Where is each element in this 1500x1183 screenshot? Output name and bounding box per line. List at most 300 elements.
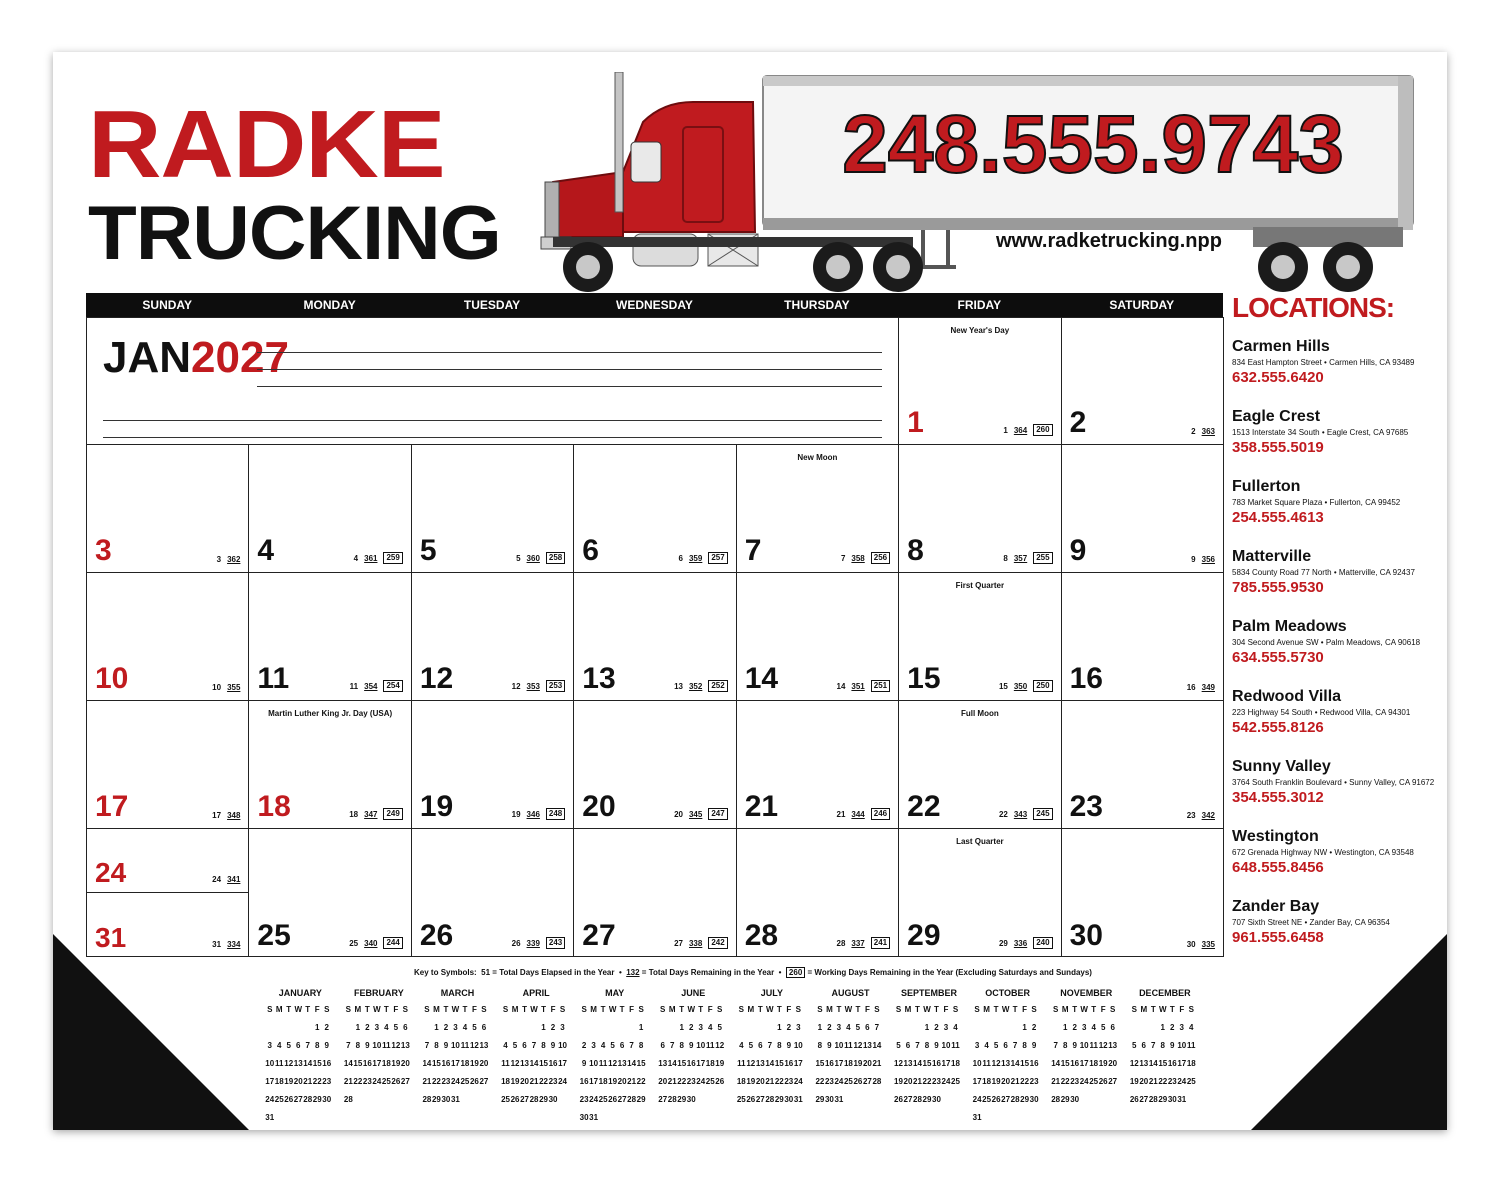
mini-day: 22 xyxy=(636,1076,646,1086)
mini-day: 11 xyxy=(982,1058,991,1068)
working-days-remaining: 245 xyxy=(1033,808,1052,820)
mini-day: 6 xyxy=(296,1040,301,1050)
day-cell[interactable] xyxy=(87,700,249,828)
mini-calendar xyxy=(1126,986,1205,1126)
location-address: 3764 South Franklin Boulevard • Sunny Valley, CA 91672 xyxy=(1232,778,1435,787)
mini-week-row xyxy=(1126,1018,1205,1036)
day-cell[interactable] xyxy=(249,828,411,957)
location-phone: 961.555.6458 xyxy=(1232,929,1324,946)
mini-day: 21 xyxy=(1010,1076,1020,1086)
working-days-remaining: 254 xyxy=(383,680,402,692)
mini-day: 17 xyxy=(793,1058,803,1068)
day-cell[interactable] xyxy=(899,828,1061,957)
days-remaining: 341 xyxy=(227,875,241,884)
location-address: 672 Grenada Highway NW • Westington, CA 93548 xyxy=(1232,848,1414,857)
mini-day: 22 xyxy=(774,1076,784,1086)
mini-day: 26 xyxy=(991,1094,1001,1104)
month-name: JAN xyxy=(103,333,192,382)
day-cell[interactable] xyxy=(412,700,574,828)
day-cell[interactable] xyxy=(737,828,899,957)
mini-week-row xyxy=(811,1018,890,1036)
mini-day: 7 xyxy=(874,1022,880,1032)
mini-weekday-letter: S xyxy=(481,1004,487,1014)
mini-day: 12 xyxy=(608,1058,618,1068)
mini-day: 13 xyxy=(617,1058,627,1068)
day-cell[interactable] xyxy=(899,444,1061,572)
mini-weekday-letter: T xyxy=(1150,1004,1156,1014)
day-cell[interactable] xyxy=(87,572,249,700)
day-cell[interactable] xyxy=(737,700,899,828)
mini-weekday-letter: W xyxy=(1159,1004,1167,1014)
calendar-sheet xyxy=(53,52,1447,1130)
mini-day: 22 xyxy=(1020,1076,1030,1086)
day-cell[interactable] xyxy=(1062,444,1224,572)
mini-weekday-letter: S xyxy=(1053,1004,1059,1014)
mini-day: 8 xyxy=(1022,1040,1027,1050)
mini-day: 16 xyxy=(1070,1058,1080,1068)
day-cell[interactable] xyxy=(412,572,574,700)
mini-day: 23 xyxy=(322,1076,332,1086)
mini-weekday-letter: T xyxy=(522,1004,527,1014)
days-remaining: 352 xyxy=(688,681,703,691)
mini-week-row xyxy=(890,1018,969,1036)
location-name: Carmen Hills xyxy=(1232,338,1330,355)
mini-day: 14 xyxy=(1051,1058,1061,1068)
day-cell[interactable] xyxy=(412,444,574,572)
mini-week-row xyxy=(340,1018,419,1036)
mini-weekday-letter: M xyxy=(747,1004,755,1014)
mini-day: 27 xyxy=(903,1094,913,1104)
mini-day: 6 xyxy=(619,1040,625,1050)
day-number: 15 xyxy=(907,662,941,695)
days-elapsed: 29 xyxy=(998,938,1008,948)
mini-week-row xyxy=(418,1018,497,1036)
mini-day: 6 xyxy=(1141,1040,1146,1050)
mini-day: 4 xyxy=(846,1022,851,1032)
days-remaining: 347 xyxy=(364,809,378,819)
day-event: Martin Luther King Jr. Day (USA) xyxy=(268,709,393,718)
days-remaining: 346 xyxy=(526,809,540,819)
location-item xyxy=(1232,897,1442,967)
mini-weekday-letter: T xyxy=(855,1004,861,1014)
days-remaining: 353 xyxy=(526,681,540,691)
mini-day: 12 xyxy=(510,1058,520,1068)
mini-weekday-letter: T xyxy=(776,1004,782,1014)
phone-number: 248.555.9743 xyxy=(842,99,1344,190)
days-remaining: 335 xyxy=(1201,940,1215,949)
day-cell[interactable] xyxy=(249,572,411,700)
mini-day: 5 xyxy=(610,1040,615,1050)
day-cell[interactable] xyxy=(1062,572,1224,700)
mini-weekday-letter: S xyxy=(795,1004,801,1014)
mini-day: 29 xyxy=(677,1094,687,1104)
mini-day: 26 xyxy=(1129,1094,1139,1104)
mini-weekday-letter: W xyxy=(1001,1004,1010,1014)
month-calendar xyxy=(86,293,1223,957)
location-name: Zander Bay xyxy=(1232,898,1320,915)
mini-day: 22 xyxy=(431,1076,441,1086)
mini-day: 22 xyxy=(1158,1076,1168,1086)
mini-day: 20 xyxy=(755,1076,765,1086)
mini-day: 8 xyxy=(679,1040,684,1050)
mini-week-row xyxy=(575,1090,654,1108)
mini-day: 1 xyxy=(924,1022,930,1032)
days-elapsed: 28 xyxy=(836,938,846,948)
mini-day: 6 xyxy=(481,1022,487,1032)
mini-day: 4 xyxy=(503,1040,508,1050)
day-cell[interactable] xyxy=(574,828,736,957)
mini-day: 7 xyxy=(424,1040,430,1050)
mini-weekday-letter: S xyxy=(424,1004,430,1014)
day-number: 23 xyxy=(1069,790,1103,823)
mini-day: 11 xyxy=(382,1040,391,1050)
weekday-header xyxy=(86,293,1223,317)
location-phone: 648.555.8456 xyxy=(1232,859,1324,876)
mini-day: 4 xyxy=(1189,1022,1194,1032)
mini-month-name: AUGUST xyxy=(831,988,870,998)
mini-week-row xyxy=(733,1072,812,1090)
days-remaining: 334 xyxy=(227,940,241,949)
working-days-remaining: 249 xyxy=(383,808,402,820)
days-elapsed: 2 xyxy=(1191,427,1196,436)
mini-day: 14 xyxy=(422,1058,432,1068)
mini-day: 23 xyxy=(579,1094,589,1104)
mini-day: 8 xyxy=(638,1040,644,1050)
mini-day: 26 xyxy=(391,1076,401,1086)
day-number: 12 xyxy=(419,662,454,695)
days-elapsed: 31 xyxy=(212,940,222,949)
mini-week-row xyxy=(418,1072,497,1090)
day-cell[interactable] xyxy=(249,444,411,572)
mini-day: 9 xyxy=(443,1040,449,1050)
mini-weekday-letter: F xyxy=(314,1004,320,1014)
mini-day: 24 xyxy=(941,1076,951,1086)
mini-day: 2 xyxy=(1031,1022,1037,1032)
mini-day: 15 xyxy=(1020,1058,1030,1068)
mini-day: 22 xyxy=(677,1076,687,1086)
mini-day: 6 xyxy=(522,1040,527,1050)
mini-week-row xyxy=(890,1036,969,1054)
mini-weekday-row xyxy=(261,1000,340,1018)
mini-day: 20 xyxy=(862,1058,872,1068)
day-cell[interactable] xyxy=(1062,828,1224,957)
day-counts xyxy=(212,811,240,820)
mini-day: 2 xyxy=(365,1022,370,1032)
mini-week-row xyxy=(1047,1018,1126,1036)
working-days-remaining: 258 xyxy=(546,552,565,564)
mini-week-row xyxy=(418,1090,497,1108)
mini-week-row xyxy=(497,1036,576,1054)
mini-day: 28 xyxy=(765,1094,775,1104)
mini-weekday-letter: F xyxy=(1022,1004,1028,1014)
mini-weekday-letter: T xyxy=(757,1004,763,1014)
mini-day: 14 xyxy=(872,1040,882,1050)
mini-day: 18 xyxy=(1186,1058,1196,1068)
day-counts xyxy=(674,808,728,820)
mini-day: 13 xyxy=(400,1040,410,1050)
mini-weekday-letter: S xyxy=(1110,1004,1116,1014)
mini-day: 18 xyxy=(843,1058,853,1068)
day-number: 8 xyxy=(907,534,924,567)
mini-day: 24 xyxy=(372,1076,382,1086)
mini-day: 24 xyxy=(696,1076,706,1086)
mini-day: 19 xyxy=(853,1058,863,1068)
mini-week-row xyxy=(340,1090,419,1108)
mini-day: 20 xyxy=(293,1076,303,1086)
days-elapsed: 19 xyxy=(511,809,521,819)
days-elapsed: 21 xyxy=(836,809,846,819)
day-cell[interactable] xyxy=(87,444,249,572)
mini-week-row xyxy=(733,1018,812,1036)
mini-day: 24 xyxy=(972,1094,982,1104)
day-counts xyxy=(349,937,403,949)
days-elapsed: 8 xyxy=(1003,553,1008,563)
mini-day: 18 xyxy=(951,1058,960,1068)
days-elapsed: 27 xyxy=(674,938,683,948)
locations-title: LOCATIONS: xyxy=(1232,292,1395,323)
day-cell[interactable] xyxy=(412,828,574,957)
days-elapsed: 26 xyxy=(511,938,521,948)
mini-weekday-letter: T xyxy=(443,1004,449,1014)
mini-day: 25 xyxy=(705,1076,715,1086)
day-cell[interactable] xyxy=(249,700,411,828)
day-cell[interactable] xyxy=(737,444,899,572)
mini-day: 12 xyxy=(991,1058,1001,1068)
day-counts xyxy=(1187,683,1215,692)
mini-day: 29 xyxy=(312,1094,322,1104)
mini-weekday-letter: F xyxy=(550,1004,556,1014)
mini-day: 15 xyxy=(539,1058,548,1068)
note-lines xyxy=(103,404,882,438)
mini-day: 4 xyxy=(277,1040,282,1050)
mini-day: 26 xyxy=(469,1076,479,1086)
day-cell[interactable] xyxy=(899,317,1061,444)
location-item xyxy=(1232,617,1442,687)
mini-day: 20 xyxy=(617,1076,627,1086)
mini-day: 3 xyxy=(560,1022,565,1032)
key-working-number: 260 xyxy=(786,967,805,978)
mini-day: 27 xyxy=(520,1094,529,1104)
mini-calendar xyxy=(811,986,890,1126)
mini-calendar xyxy=(497,986,576,1126)
days-elapsed: 9 xyxy=(1191,555,1196,564)
mini-day: 13 xyxy=(903,1058,913,1068)
mini-day: 6 xyxy=(905,1040,911,1050)
mini-day: 5 xyxy=(855,1022,861,1032)
mini-day: 10 xyxy=(1177,1040,1187,1050)
working-days-remaining: 244 xyxy=(383,937,402,949)
mini-weekday-letter: S xyxy=(502,1004,509,1014)
days-remaining: 354 xyxy=(364,681,378,691)
day-cell[interactable] xyxy=(574,700,736,828)
brand-name-line2: TRUCKING xyxy=(88,191,501,276)
mini-day: 5 xyxy=(993,1040,999,1050)
day-cell[interactable] xyxy=(899,572,1061,700)
mini-day: 25 xyxy=(843,1076,853,1086)
mini-day: 11 xyxy=(1187,1040,1196,1050)
mini-day: 10 xyxy=(972,1058,982,1068)
mini-weekday-letter: W xyxy=(451,1004,460,1014)
mini-week-row xyxy=(418,1036,497,1054)
mini-day: 1 xyxy=(679,1022,684,1032)
location-phone: 358.555.5019 xyxy=(1232,439,1324,456)
mini-day: 19 xyxy=(608,1076,618,1086)
mini-day: 15 xyxy=(312,1058,322,1068)
day-cell[interactable] xyxy=(737,572,899,700)
mini-day: 21 xyxy=(627,1076,637,1086)
mini-week-row xyxy=(575,1108,654,1126)
mini-day: 14 xyxy=(1010,1058,1020,1068)
mini-day: 19 xyxy=(1098,1058,1108,1068)
day-cell[interactable] xyxy=(87,828,249,892)
mini-day: 5 xyxy=(1100,1022,1106,1032)
mini-week-row xyxy=(968,1108,1047,1126)
mini-day: 30 xyxy=(548,1094,558,1104)
day-counts xyxy=(212,683,240,692)
mini-weekday-letter: T xyxy=(1169,1004,1175,1014)
location-address: 783 Market Square Plaza • Fullerton, CA 99452 xyxy=(1232,498,1401,507)
mini-day: 28 xyxy=(1051,1094,1061,1104)
location-address: 1513 Interstate 34 South • Eagle Crest, CA 97685 xyxy=(1232,428,1409,437)
mini-day: 3 xyxy=(836,1022,842,1032)
mini-day: 26 xyxy=(1098,1076,1108,1086)
mini-weekday-letter: W xyxy=(294,1004,303,1014)
location-address: 223 Highway 54 South • Redwood Villa, CA 94301 xyxy=(1232,708,1411,717)
mini-day: 20 xyxy=(903,1076,913,1086)
mini-day: 15 xyxy=(1060,1058,1070,1068)
mini-day: 18 xyxy=(460,1058,470,1068)
location-address: 707 Sixth Street NE • Zander Bay, CA 96354 xyxy=(1232,918,1390,927)
working-days-remaining: 240 xyxy=(1033,937,1052,949)
mini-day: 8 xyxy=(434,1040,439,1050)
mini-day: 6 xyxy=(758,1040,763,1050)
year-mini-calendars xyxy=(261,986,1204,1126)
mini-day: 13 xyxy=(293,1058,303,1068)
location-phone: 254.555.4613 xyxy=(1232,509,1324,526)
mini-day: 11 xyxy=(1089,1040,1098,1050)
mini-day: 19 xyxy=(510,1076,520,1086)
mini-day: 6 xyxy=(403,1022,408,1032)
mini-day: 13 xyxy=(1108,1040,1118,1050)
days-elapsed: 22 xyxy=(998,809,1008,819)
days-remaining: 355 xyxy=(227,683,241,692)
weekday-label: FRIDAY xyxy=(957,298,1002,312)
mini-day: 27 xyxy=(1001,1094,1011,1104)
key-remaining-number: 132 xyxy=(626,968,640,977)
mini-day: 7 xyxy=(629,1040,634,1050)
mini-day: 14 xyxy=(627,1058,637,1068)
mini-day: 24 xyxy=(265,1094,275,1104)
day-number: 27 xyxy=(582,919,616,952)
mini-day: 1 xyxy=(1022,1022,1027,1032)
mini-day: 25 xyxy=(460,1076,470,1086)
mini-weekday-letter: F xyxy=(629,1004,635,1014)
mini-weekday-letter: M xyxy=(983,1004,990,1014)
mini-week-row xyxy=(968,1054,1047,1072)
days-remaining: 356 xyxy=(1201,555,1215,564)
mini-day: 28 xyxy=(627,1094,637,1104)
mini-calendar xyxy=(890,986,969,1126)
website-link[interactable]: www.radketrucking.npp xyxy=(996,230,1222,252)
day-cell[interactable] xyxy=(1062,317,1224,444)
day-counts xyxy=(217,555,241,564)
mini-week-row xyxy=(811,1036,890,1054)
mini-day: 25 xyxy=(951,1076,960,1086)
weekday-label: SUNDAY xyxy=(142,298,192,312)
mini-day: 13 xyxy=(1001,1058,1011,1068)
mini-day: 8 xyxy=(541,1040,546,1050)
mini-day: 15 xyxy=(1158,1058,1168,1068)
mini-day: 1 xyxy=(1160,1022,1165,1032)
day-cell[interactable] xyxy=(87,892,249,957)
mini-day: 27 xyxy=(479,1076,489,1086)
mini-week-row xyxy=(733,1090,812,1108)
working-days-remaining: 251 xyxy=(871,680,890,692)
mini-day: 12 xyxy=(853,1040,863,1050)
days-elapsed: 11 xyxy=(349,681,359,691)
mini-weekday-letter: W xyxy=(923,1004,931,1014)
day-cell[interactable] xyxy=(899,700,1061,828)
day-cell[interactable] xyxy=(574,444,736,572)
mini-week-row xyxy=(890,1054,969,1072)
mini-day: 8 xyxy=(355,1040,361,1050)
mini-weekday-letter: T xyxy=(993,1004,999,1014)
mini-day: 21 xyxy=(765,1076,775,1086)
location-name: Matterville xyxy=(1232,548,1312,565)
day-number: 30 xyxy=(1069,919,1103,952)
mini-week-row xyxy=(575,1018,654,1036)
mini-day: 19 xyxy=(391,1058,401,1068)
mini-weekday-letter: S xyxy=(717,1004,723,1014)
mini-day: 16 xyxy=(1029,1058,1039,1068)
days-remaining: 345 xyxy=(688,809,703,819)
mini-day: 31 xyxy=(1177,1094,1187,1104)
day-number: 16 xyxy=(1069,662,1103,695)
mini-day: 10 xyxy=(372,1040,382,1050)
mini-day: 7 xyxy=(915,1040,920,1050)
location-name: Redwood Villa xyxy=(1232,688,1342,705)
location-address: 304 Second Avenue SW • Palm Meadows, CA 90618 xyxy=(1232,638,1421,647)
mini-day: 15 xyxy=(677,1058,687,1068)
mini-day: 17 xyxy=(1079,1058,1089,1068)
mini-day: 15 xyxy=(922,1058,932,1068)
mini-day: 5 xyxy=(896,1040,901,1050)
location-item xyxy=(1232,477,1442,547)
weekday-label: MONDAY xyxy=(303,298,356,312)
days-remaining: 357 xyxy=(1013,553,1028,563)
mini-day: 27 xyxy=(293,1094,303,1104)
mini-day: 16 xyxy=(784,1058,794,1068)
mini-day: 30 xyxy=(686,1094,696,1104)
mini-day: 3 xyxy=(267,1040,272,1050)
mini-day: 31 xyxy=(972,1112,982,1122)
mini-month-name: MAY xyxy=(605,988,625,998)
days-remaining: 350 xyxy=(1013,681,1028,691)
location-phone: 354.555.3012 xyxy=(1232,789,1324,806)
day-cell[interactable] xyxy=(1062,700,1224,828)
mini-weekday-row xyxy=(575,1000,654,1018)
mini-weekday-letter: T xyxy=(1012,1004,1018,1014)
mini-weekday-letter: T xyxy=(462,1004,468,1014)
working-days-remaining: 242 xyxy=(708,937,727,949)
day-counts xyxy=(349,808,403,820)
mini-day: 7 xyxy=(1053,1040,1058,1050)
mini-day: 14 xyxy=(765,1058,775,1068)
weekday-label: THURSDAY xyxy=(784,298,850,312)
day-cell[interactable] xyxy=(574,572,736,700)
mini-weekday-letter: S xyxy=(738,1004,744,1014)
mini-day: 30 xyxy=(579,1112,589,1122)
